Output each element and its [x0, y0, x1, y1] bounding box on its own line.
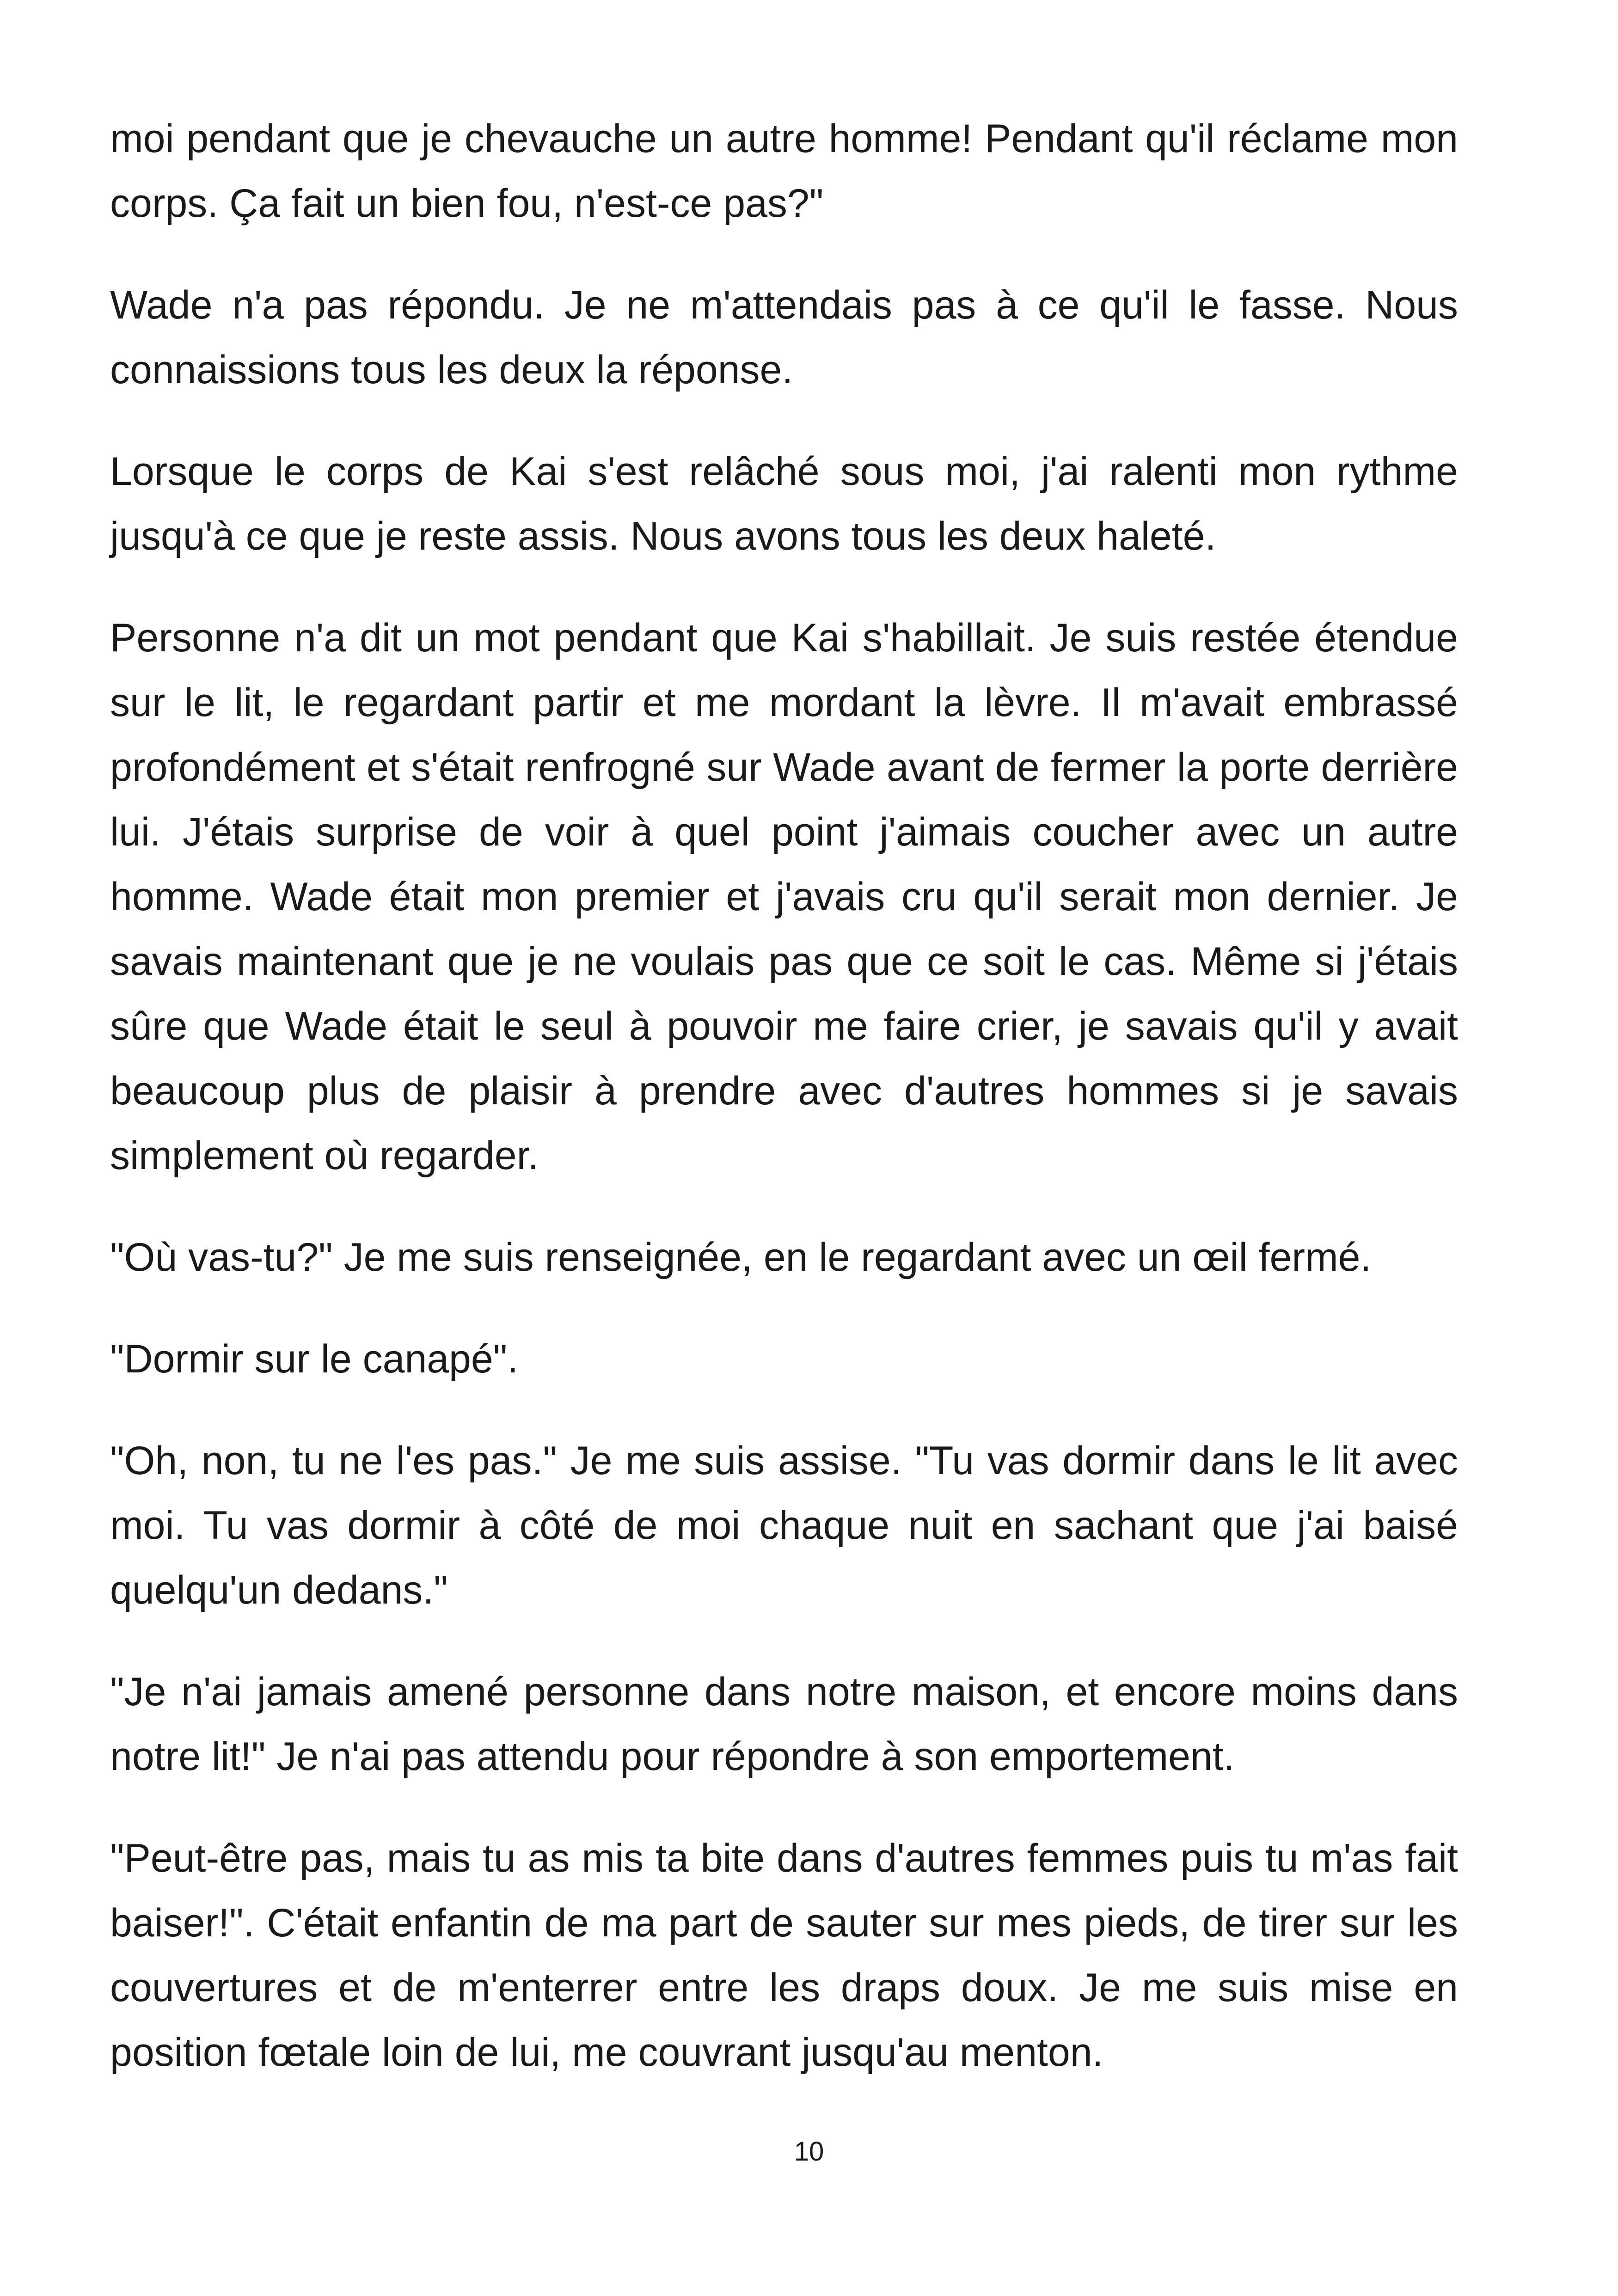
paragraph-5: "Où vas-tu?" Je me suis renseignée, en le regardant avec un œil fermé. — [110, 1235, 1372, 1280]
paragraph-4: Personne n'a dit un mot pendant que Kai s'habillait. Je suis restée étendue sur le lit, le regardant partir et me mordant la lèvre. Il m'avait embrassé profondément et s'était renfrogné sur Wade avant de fermer la porte derrière lui. J'étais surprise de voir à quel point j'aimais coucher avec un autre homme. Wade était mon premier et j'avais cru qu'il serait mon dernier. Je savais maintenant que je ne voulais pas que ce soit le cas. Même si j'étais sûre que Wade était le seul à pouvoir me faire crier, je savais qu'il y avait beaucoup plus de plaisir à prendre avec d'autres hommes si je savais simplement où regarder. — [110, 616, 1458, 1178]
paragraph-2: Wade n'a pas répondu. Je ne m'attendais pas à ce qu'il le fasse. Nous connaissions tous les deux la réponse. — [110, 283, 1458, 392]
paragraph-8: "Je n'ai jamais amené personne dans notre maison, et encore moins dans notre lit!" Je n'ai pas attendu pour répondre à son emportement. — [110, 1670, 1458, 1779]
paragraph-7: "Oh, non, tu ne l'es pas." Je me suis assise. "Tu vas dormir dans le lit avec moi. Tu vas dormir à côté de moi chaque nuit en sachant que j'ai baisé quelqu'un dedans." — [110, 1439, 1458, 1612]
paragraph-1: moi pendant que je chevauche un autre homme! Pendant qu'il réclame mon corps. Ça fait un bien fou, n'est-ce pas?" — [110, 116, 1458, 226]
paragraph-6: "Dormir sur le canapé". — [110, 1337, 519, 1381]
paragraph-9: "Peut-être pas, mais tu as mis ta bite dans d'autres femmes puis tu m'as fait baiser!". C'était enfantin de ma part de sauter sur mes pieds, de tirer sur les couvertures et de m'enterrer entre les draps doux. Je me suis mise en position fœtale loin de lui, me couvrant jusqu'au menton. — [110, 1836, 1458, 2075]
paragraph-3: Lorsque le corps de Kai s'est relâché sous moi, j'ai ralenti mon rythme jusqu'à ce que je reste assis. Nous avons tous les deux haleté. — [110, 449, 1458, 558]
page-number: 10 — [794, 2137, 824, 2167]
body-text — [110, 106, 1458, 2122]
